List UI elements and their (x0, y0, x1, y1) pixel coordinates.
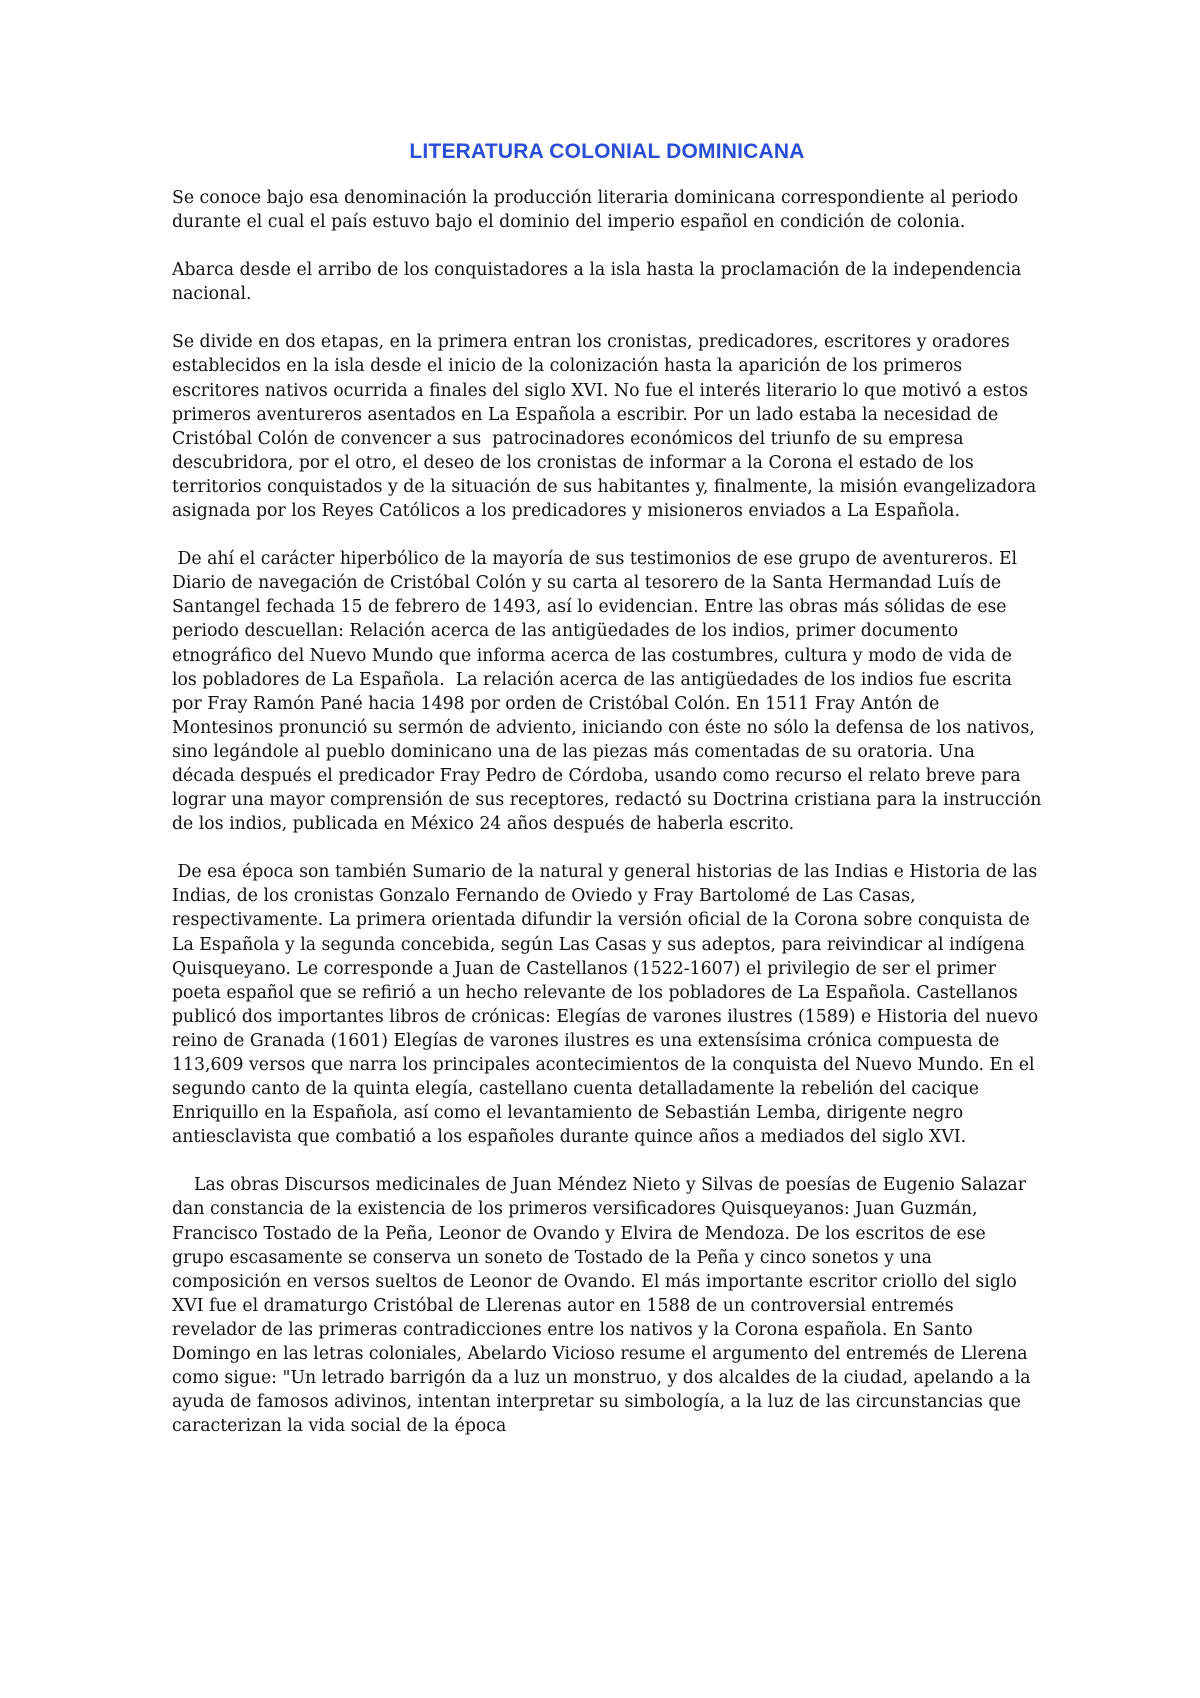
paragraph-first-versifiers: Las obras Discursos medicinales de Juan Méndez Nieto y Silvas de poesías de Eugenio Salazar dan constancia de la existencia de los primeros versificadores Quisqueyanos: Juan Guzmán, Francisco Tostado de la Peña, Leonor de Ovando y Elvira de Mendoza. De los escritos de ese grupo escasamente se conserva un soneto de Tostado de la Peña y cinco sonetos y una composición en versos sueltos de Leonor de Ovando. El más importante escritor criollo del siglo XVI fue el dramaturgo Cristóbal de Llerenas autor en 1588 de un controversial entremés revelador de las primeras contradicciones entre los nativos y la Corona española. En Santo Domingo en las letras coloniales, Abelardo Vicioso resume el argumento del entremés de Llerena como sigue: "Un letrado barrigón da a luz un monstruo, y dos alcaldes de la ciudad, apelando a la ayuda de famosos adivinos, intentan interpretar su simbología, a la luz de las circunstancias que caracterizan la vida social de la época (172, 1175, 1037, 1437)
paragraph-hyperbolic-testimonies: De ahí el carácter hiperbólico de la mayoría de sus testimonios de ese grupo de aventureros. El Diario de navegación de Cristóbal Colón y su carta al tesorero de la Santa Hermandad Luís de Santangel fechada 15 de febrero de 1493, así lo evidencian. Entre las obras más sólidas de ese periodo descuellan: Relación acerca de las antigüedades de los indios, primer documento etnográfico del Nuevo Mundo que informa acerca de las costumbres, cultura y modo de vida de los pobladores de La Española. La relación acerca de las antigüedades de los indios fue escrita por Fray Ramón Pané hacia 1498 por orden de Cristóbal Colón. En 1511 Fray Antón de Montesinos pronunció su sermón de adviento, iniciando con éste no sólo la defensa de los nativos, sino legándole al pueblo dominicano una de las piezas más comentadas de su oratoria. Una década después el predicador Fray Pedro de Córdoba, usando como recurso el relato breve para lograr una mayor comprensión de sus receptores, redactó su Doctrina cristiana para la instrucción de los indios, publicada en México 24 años después de haberla escrito. (172, 549, 1047, 835)
document-title: LITERATURA COLONIAL DOMINICANA (409, 140, 805, 163)
paragraph-chronicles: De esa época son también Sumario de la natural y general historias de las Indias e Historia de las Indias, de los cronistas Gonzalo Fernando de Oviedo y Fray Bartolomé de Las Casas, respectivamente. La primera orientada difundir la versión oficial de la Corona sobre conquista de La Española y la segunda concebida, según Las Casas y sus adeptos, para reivindicar al indígena Quisqueyano. Le corresponde a Juan de Castellanos (1522-1607) el privilegio de ser el primer poeta español que se refirió a un hecho relevante de los pobladores de La Española. Castellanos publicó dos importantes libros de crónicas: Elegías de varones ilustres (1589) e Historia del nuevo reino de Granada (1601) Elegías de varones ilustres es una extensísima crónica compuesta de 113,609 versos que narra los principales acontecimientos de la conquista del Nuevo Mundo. En el segundo canto de la quinta elegía, castellano cuenta detalladamente la rebelión del cacique Enriquillo en la Española, así como el levantamiento de Sebastián Lemba, dirigente negro antiesclavista que combatió a los españoles durante quince años a mediados del siglo XVI. (172, 862, 1044, 1148)
paragraph-definition: Se conoce bajo esa denominación la producción literaria dominicana correspondiente al periodo durante el cual el país estuvo bajo el dominio del imperio español en condición de colonia. (172, 188, 1024, 233)
paragraph-stages: Se divide en dos etapas, en la primera entran los cronistas, predicadores, escritores y oradores establecidos en la isla desde el inicio de la colonización hasta la aparición de los primeros escritores nativos ocurrida a finales del siglo XVI. No fue el interés literario lo que motivó a estos primeros aventureros asentados en La Española a escribir. Por un lado estaba la necesidad de Cristóbal Colón de convencer a sus patrocinadores económicos del triunfo de su empresa descubridora, por el otro, el deseo de los cronistas de informar a la Corona el estado de los territorios conquistados y de la situación de sus habitantes y, finalmente, la misión evangelizadora asignada por los Reyes Católicos a los predicadores y misioneros enviados a La Española. (172, 332, 1042, 522)
paragraph-scope: Abarca desde el arribo de los conquistadores a la isla hasta la proclamación de la independencia nacional. (172, 260, 1027, 305)
document-page (172, 140, 1047, 1462)
